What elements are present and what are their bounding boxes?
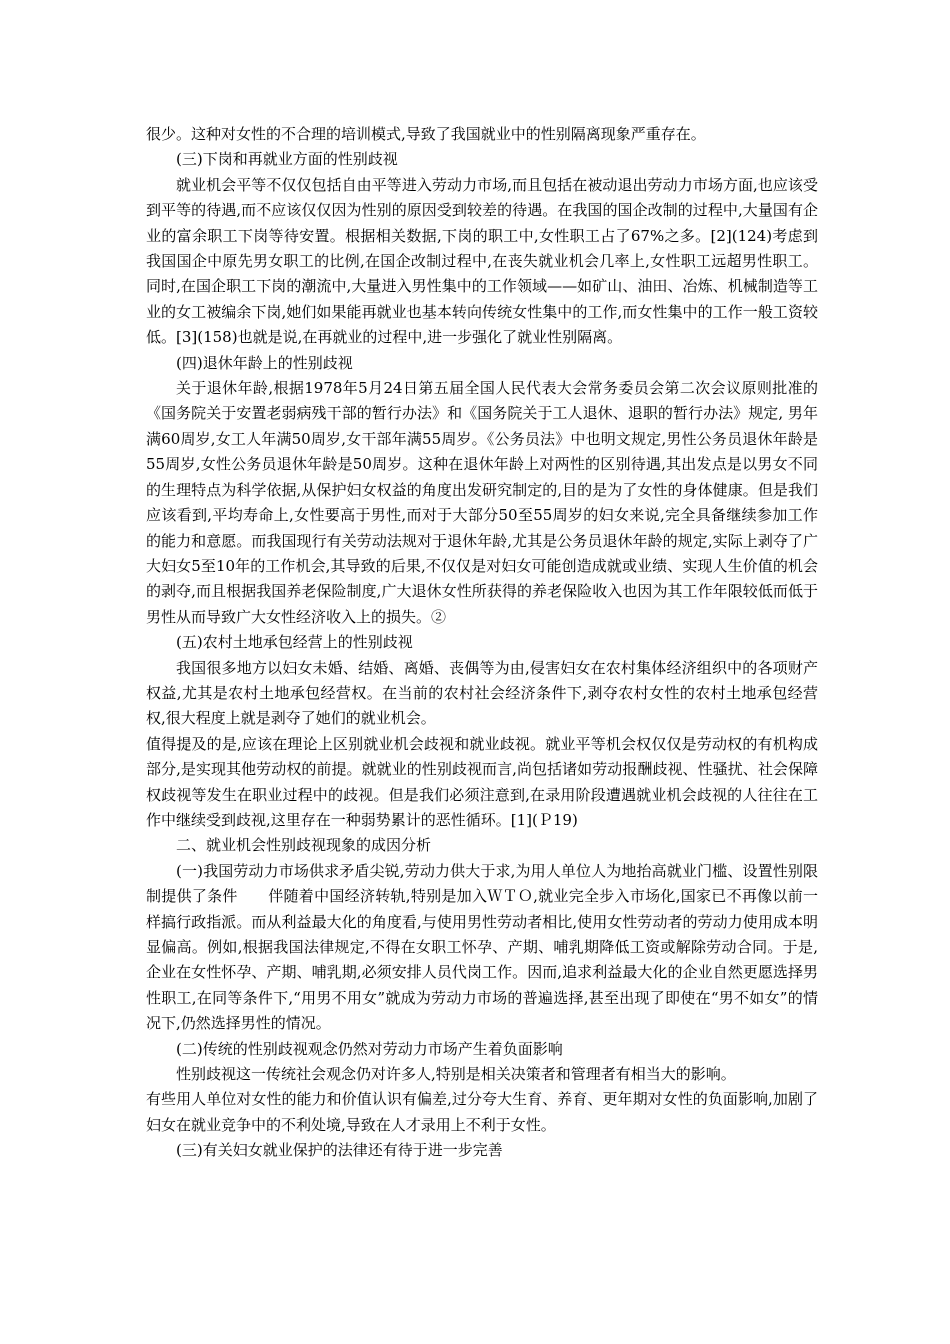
paragraph-retirement: 关于退休年龄,根据1978年5月24日第五届全国人民代表大会常务委员会第二次会议原则批准的《国务院关于安置老弱病残干部的暂行办法》和《国务院关于工人退休、退职的暂行办法》规定, 男年满60周岁,女工人年满50周岁,女干部年满55周岁。《公务员法》中也明文规定,男性公务员退休年龄是55周岁,女性公务员退休年龄是50周岁。这种在退休年龄上对两性的区别待遇,其出发点是以男女不同的生理特点为科学依据,从保护妇女权益的角度出发研究制定的,目的是为了女性的身体健康。但是我们应该看到,平均寿命上,女性要高于男性,而对于大部分50至55周岁的妇女来说,完全具备继续参加工作的能力和意愿。而我国现行有关劳动法规对于退休年龄,尤其是公务员退休年龄的规定,实际上剥夺了广大妇女5至10年的工作机会,其导致的后果,不仅仅是对妇女可能创造成就或业绩、实现人生价值的机会的剥夺,而且根据我国养老保险制度,广大退休女性所获得的养老保险收入也因为其工作年限较低而低于男性从而导致广大女性经济收入上的损失。② xyxy=(146,379,818,626)
section-heading-retirement: (四)退休年龄上的性别歧视 xyxy=(176,353,353,372)
section-heading-law: (三)有关妇女就业保护的法律还有待于进一步完善 xyxy=(176,1141,503,1160)
document-body xyxy=(146,122,818,1164)
section-heading-causes: 二、就业机会性别歧视现象的成因分析 xyxy=(176,836,432,855)
paragraph-tradition: 性别歧视这一传统社会观念仍对许多人,特别是相关决策者和管理者有相当大的影响。 xyxy=(176,1065,736,1084)
section-heading-layoff: (三)下岗和再就业方面的性别歧视 xyxy=(176,150,398,169)
paragraph-cause-market: (一)我国劳动力市场供求矛盾尖锐,劳动力供大于求,为用人单位人为地抬高就业门槛、设置性别限制提供了条件 伴随着中国经济转轨,特别是加入ＷＴＯ,就业完全步入市场化,国家已不再像以前一样搞行政指派。而从利益最大化的角度看,与使用男性劳动者相比,使用女性劳动者的劳动力使用成本明显偏高。例如,根据我国法律规定,不得在女职工怀孕、产期、哺乳期降低工资或解除劳动合同。于是,企业在女性怀孕、产期、哺乳期,必须安排人员代岗工作。因而,追求利益最大化的企业自然更愿选择男性职工,在同等条件下,“用男不用女”就成为劳动力市场的普遍选择,甚至出现了即使在“男不如女”的情况下,仍然选择男性的情况。 xyxy=(146,861,818,1033)
paragraph-tradition-continued: 有些用人单位对女性的能力和价值认识有偏差,过分夸大生育、养育、更年期对女性的负面影响,加剧了妇女在就业竞争中的不利处境,导致在人才录用上不利于女性。 xyxy=(146,1090,818,1134)
section-heading-land: (五)农村土地承包经营上的性别歧视 xyxy=(176,633,413,652)
section-heading-tradition: (二)传统的性别歧视观念仍然对劳动力市场产生着负面影响 xyxy=(176,1039,563,1058)
paragraph-layoff: 就业机会平等不仅仅包括自由平等进入劳动力市场,而且包括在被动退出劳动力市场方面,也应该受到平等的待遇,而不应该仅仅因为性别的原因受到较差的待遇。在我国的国企改制的过程中,大量国有企业的富余职工下岗等待安置。根据相关数据,下岗的职工中,女性职工占了67%之多。[2](124)考虑到我国国企中原先男女职工的比例,在国企改制过程中,在丧失就业机会几率上,女性职工远超男性职工。同时,在国企职工下岗的潮流中,大量进入男性集中的工作领域——如矿山、油田、冶炼、机械制造等工业的女工被编余下岗,她们如果能再就业也基本转向传统女性集中的工作,而女性集中的工作一般工资较低。[3](158)也就是说,在再就业的过程中,进一步强化了就业性别隔离。 xyxy=(146,175,818,347)
paragraph-continuation: 很少。这种对女性的不合理的培训模式,导致了我国就业中的性别隔离现象严重存在。 xyxy=(146,125,706,143)
paragraph-land: 我国很多地方以妇女未婚、结婚、离婚、丧偶等为由,侵害妇女在农村集体经济组织中的各项财产权益,尤其是农村土地承包经营权。在当前的农村社会经济条件下,剥夺农村女性的农村土地承包经营权,很大程度上就是剥夺了她们的就业机会。 xyxy=(146,658,818,728)
paragraph-distinction: 值得提及的是,应该在理论上区别就业机会歧视和就业歧视。就业平等机会权仅仅是劳动权的有机构成部分,是实现其他劳动权的前提。就就业的性别歧视而言,尚包括诸如劳动报酬歧视、性骚扰、社会保障权歧视等发生在职业过程中的歧视。但是我们必须注意到,在录用阶段遭遇就业机会歧视的人往往在工作中继续受到歧视,这里存在一种弱势累计的恶性循环。[1](Ｐ19) xyxy=(146,734,818,829)
